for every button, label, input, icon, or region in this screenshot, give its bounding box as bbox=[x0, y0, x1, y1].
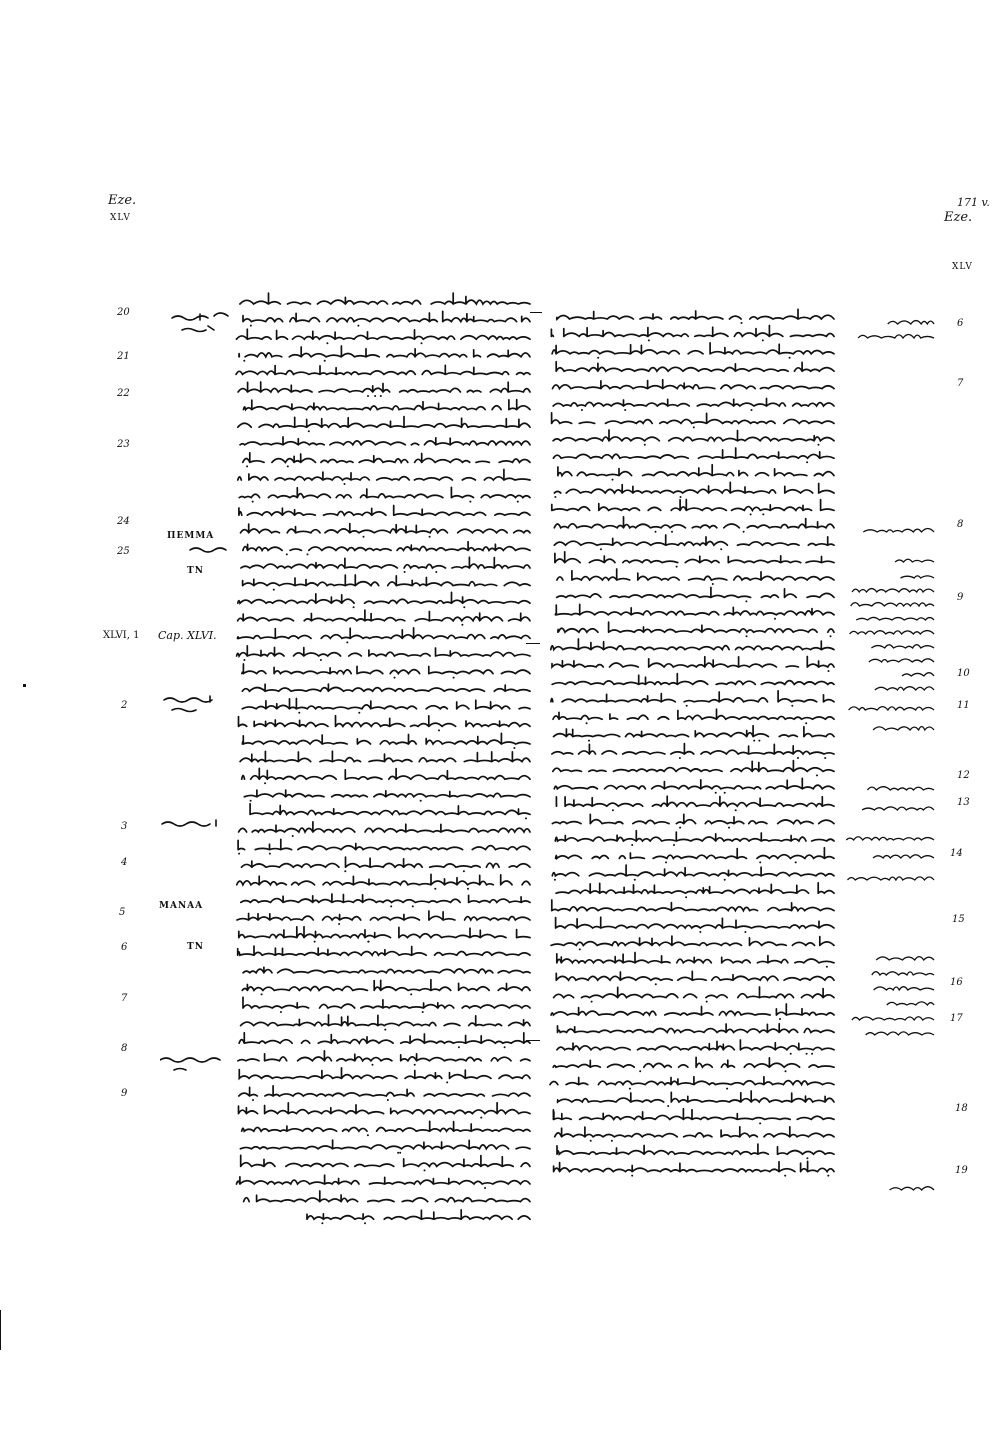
verse-number: 13 bbox=[957, 797, 970, 808]
verse-number: 21 bbox=[117, 351, 130, 362]
verse-number: 20 bbox=[117, 307, 130, 318]
right-text-column bbox=[546, 305, 836, 1215]
verse-number: 11 bbox=[957, 700, 970, 711]
folio-number: 171 v. bbox=[957, 196, 990, 209]
left-chapter-label: XLV bbox=[110, 213, 131, 223]
verse-number: 3 bbox=[121, 821, 128, 832]
right-margin-glosses bbox=[826, 310, 938, 1210]
left-text-column bbox=[232, 290, 532, 1250]
greek-gloss: ΤΝ bbox=[187, 942, 204, 952]
verse-number: 5 bbox=[119, 907, 126, 918]
verse-number: 18 bbox=[955, 1103, 968, 1114]
greek-gloss: ΜΑΝΑΑ bbox=[159, 901, 204, 911]
left-running-title: Eze. bbox=[108, 193, 137, 208]
verse-number: 23 bbox=[117, 439, 130, 450]
left-margin-glosses bbox=[160, 300, 240, 1240]
verse-number: 17 bbox=[950, 1013, 963, 1024]
ink-dot bbox=[23, 684, 26, 687]
verse-number: 24 bbox=[117, 516, 130, 527]
greek-gloss: ΠΕΜΜΑ bbox=[167, 531, 215, 541]
verse-number: 8 bbox=[121, 1043, 128, 1054]
verse-number: 8 bbox=[957, 519, 964, 530]
column-mark bbox=[526, 643, 540, 644]
capitulum-label: Cap. XLVI. bbox=[158, 629, 217, 642]
verse-number: 15 bbox=[952, 914, 965, 925]
column-mark bbox=[530, 312, 542, 313]
verse-number: 2 bbox=[121, 700, 128, 711]
chapter-verse-ref: XLVI, 1 bbox=[103, 630, 140, 641]
column-mark bbox=[526, 1040, 540, 1041]
verse-number: 9 bbox=[957, 592, 964, 603]
verse-number: 16 bbox=[950, 977, 963, 988]
verse-number: 25 bbox=[117, 546, 130, 557]
verse-number: 12 bbox=[957, 770, 970, 781]
verse-number: 6 bbox=[121, 942, 128, 953]
verse-number: 6 bbox=[957, 318, 964, 329]
verse-number: 19 bbox=[955, 1165, 968, 1176]
verse-number: 4 bbox=[121, 857, 128, 868]
greek-gloss: ΤΝ bbox=[187, 566, 204, 576]
scan-edge-mark bbox=[0, 1310, 1, 1350]
right-chapter-label: XLV bbox=[952, 262, 973, 272]
right-running-title: Eze. bbox=[944, 210, 973, 225]
verse-number: 22 bbox=[117, 388, 130, 399]
verse-number: 10 bbox=[957, 668, 970, 679]
verse-number: 7 bbox=[121, 993, 128, 1004]
verse-number: 7 bbox=[957, 378, 964, 389]
verse-number: 14 bbox=[950, 848, 963, 859]
verse-number: 9 bbox=[121, 1088, 128, 1099]
